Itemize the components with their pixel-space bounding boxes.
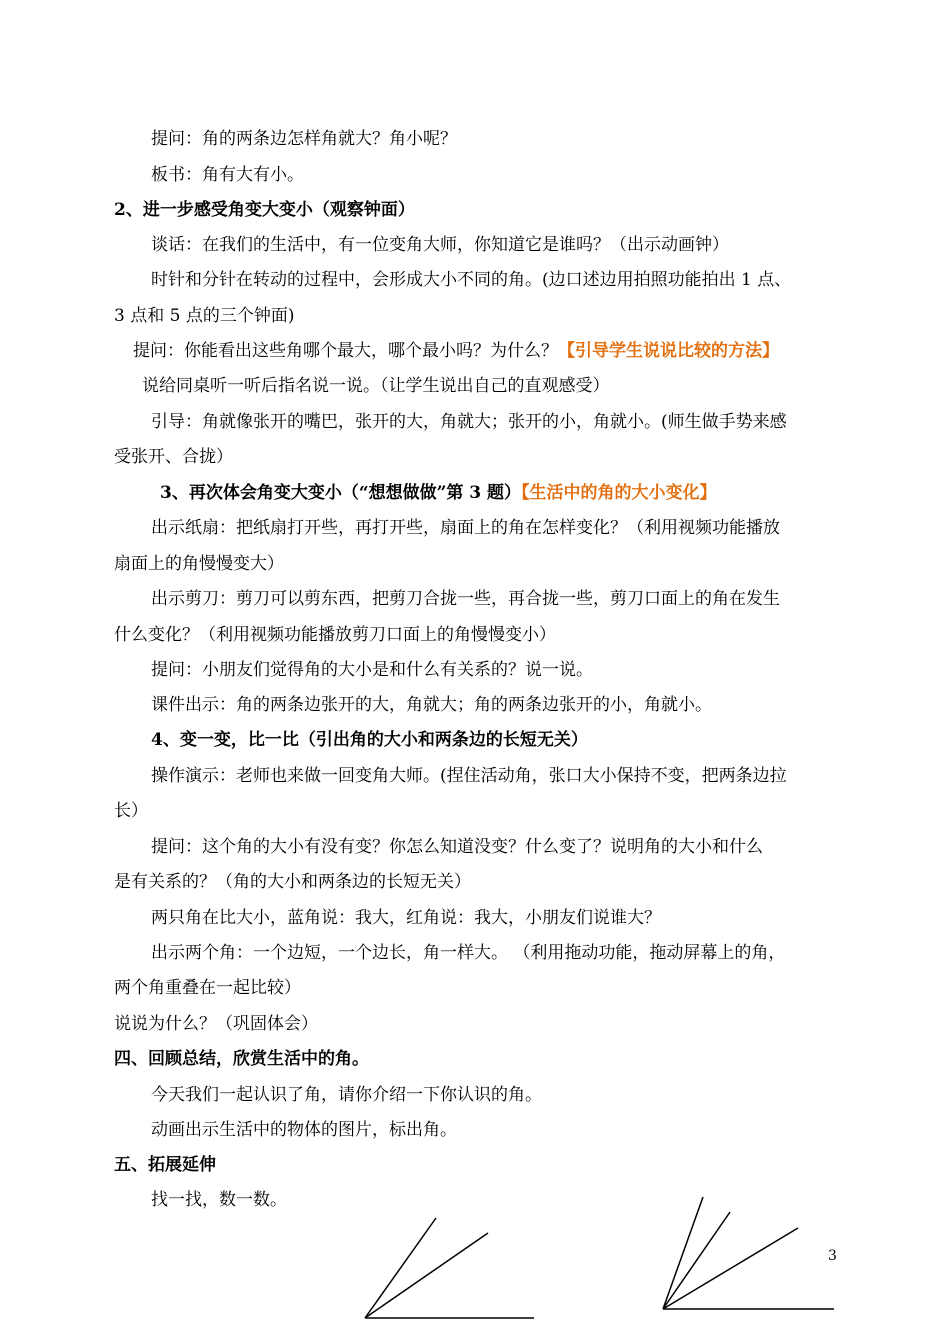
line-6: 3 点和 5 点的三个钟面) (114, 306, 295, 326)
line-24: 出示两个角：一个边短，一个边长，角一样大。 （利用拖动功能，拖动屏幕上的角， (151, 943, 786, 963)
highlight-life-angles: 【生活中的角的大小变化】 (521, 483, 717, 503)
line-1: 提问：角的两条边怎样角就大？角小呢？ (151, 129, 457, 149)
line-10: 受张开、合拢） (114, 447, 233, 467)
line-29: 动画出示生活中的物体的图片，标出角。 (151, 1120, 457, 1140)
line-23: 两只角在比大小，蓝角说：我大，红角说：我大，小朋友们说谁大？ (151, 908, 661, 928)
angle-figure-left (365, 1218, 534, 1318)
line-7: 提问：你能看出这些角哪个最大，哪个最小吗？为什么？【引导学生说说比较的方法】 (133, 341, 779, 361)
page-number: 3 (828, 1248, 837, 1264)
section-heading-3: 3、再次体会角变大变小（“想想做做”第 3 题）【生活中的角的大小变化】 (160, 483, 717, 503)
line-19: 操作演示：老师也来做一回变角大师。(捏住活动角，张口大小保持不变，把两条边拉 (151, 766, 787, 786)
line-22: 是有关系的？（角的大小和两条边的长短无关） (114, 872, 471, 892)
line-20: 长） (114, 801, 148, 821)
line-26: 说说为什么？（巩固体会） (114, 1014, 318, 1034)
line-2: 板书：角有大有小。 (151, 165, 304, 185)
line-4: 谈话：在我们的生活中，有一位变角大师，你知道它是谁吗？（出示动画钟） (151, 235, 729, 255)
section-heading-extend: 五、拓展延伸 (114, 1155, 216, 1175)
line-16: 提问：小朋友们觉得角的大小是和什么有关系的？说一说。 (151, 660, 593, 680)
line-13: 扇面上的角慢慢变大） (114, 554, 284, 574)
line-5: 时针和分针在转动的过程中，会形成大小不同的角。(边口述边用拍照功能拍出 1 点、 (151, 270, 792, 290)
section-heading-review: 四、回顾总结，欣赏生活中的角。 (114, 1049, 369, 1069)
line-15: 什么变化？（利用视频功能播放剪刀口面上的角慢慢变小） (114, 625, 556, 645)
line-28: 今天我们一起认识了角，请你介绍一下你认识的角。 (151, 1085, 542, 1105)
line-31: 找一找，数一数。 (151, 1190, 287, 1210)
line-17: 课件出示：角的两条边张开的大，角就大；角的两条边张开的小，角就小。 (151, 695, 712, 715)
highlight-compare-method: 【引导学生说说比较的方法】 (558, 341, 779, 361)
line-14: 出示剪刀：剪刀可以剪东西，把剪刀合拢一些，再合拢一些，剪刀口面上的角在发生 (151, 589, 780, 609)
line-12: 出示纸扇：把纸扇打开些，再打开些，扇面上的角在怎样变化？（利用视频功能播放 (151, 518, 780, 538)
line-21: 提问：这个角的大小有没有变？你怎么知道没变？什么变了？说明角的大小和什么 (151, 837, 763, 857)
line-8: 说给同桌听一听后指名说一说。（让学生说出自己的直观感受） (142, 376, 610, 396)
angle-figure-right (663, 1197, 834, 1309)
line-25: 两个角重叠在一起比较） (114, 978, 301, 998)
line-9: 引导：角就像张开的嘴巴，张开的大，角就大；张开的小，角就小。(师生做手势来感 (151, 412, 787, 432)
section-heading-2: 2、进一步感受角变大变小（观察钟面） (114, 200, 415, 220)
section-heading-4: 4、变一变，比一比（引出角的大小和两条边的长短无关） (151, 730, 588, 750)
